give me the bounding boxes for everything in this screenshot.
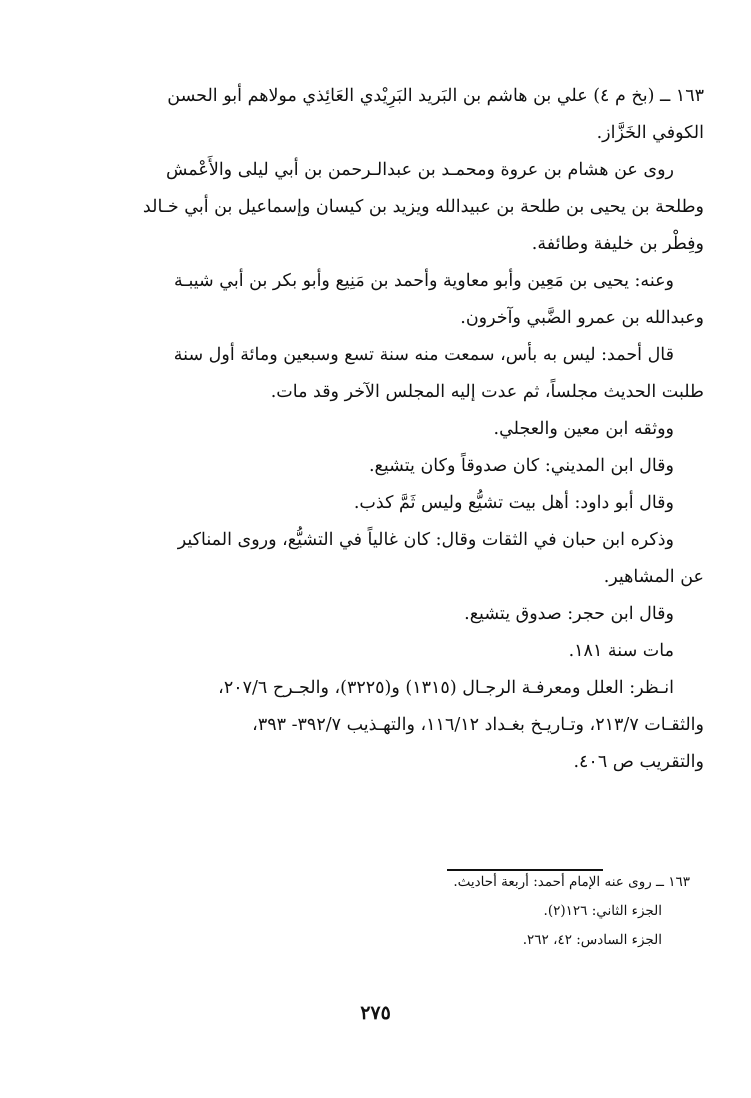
sources-paragraph <box>62 670 704 781</box>
ibnhibban-line-2: عن المشاهير. <box>603 567 704 587</box>
footnote-line-1: ١٦٣ ــ روى عنه الإمام أحمد: أربعة أحاديث. <box>453 874 690 890</box>
sources-line-2: والثقـات ٢١٣/٧، وتـاريـخ بغـداد ١١٦/١٢، والتهـذيب ٣٩٢/٧- ٣٩٣، <box>252 715 704 735</box>
narrated-from-paragraph <box>62 152 704 263</box>
sources-line-3: والتقريب ص ٤٠٦. <box>573 752 704 772</box>
narrators-line-1: وعنه: يحيى بن مَعِين وأبو معاوية وأحمد بن مَنِيع وأبو بكر بن أبي شيبـة <box>173 271 674 291</box>
ibnhibban-paragraph <box>62 522 704 596</box>
narrated-from-line-2: وطلحة بن يحيى بن طلحة بن عبيدالله ويزيد بن كيسان وإسماعيل بن أبي خـالد <box>142 197 704 217</box>
heading-line-2: الكوفي الخَزَّاز. <box>596 123 704 143</box>
footnotes <box>330 868 690 955</box>
heading-line-1: ١٦٣ ــ (بخ م ٤) علي بن هاشم بن البَريد البَرِيْدي العَائِذي مولاهم أبو الحسن <box>167 86 704 106</box>
madini-line: وقال ابن المديني: كان صدوقاً وكان يتشيع. <box>368 456 674 476</box>
narrated-from-line-1: روى عن هشام بن عروة ومحمـد بن عبدالـرحمن بن أبي ليلى والأَعْمش <box>165 160 674 180</box>
page-body <box>62 78 704 781</box>
tawthiq-line: ووثقه ابن معين والعجلي. <box>493 419 674 439</box>
ahmad-line-1: قال أحمد: ليس به بأس، سمعت منه سنة تسع وسبعين ومائة أول سنة <box>173 345 674 365</box>
page-number: ٢٧٥ <box>360 1002 391 1024</box>
narrators-line-2: وعبدالله بن عمرو الضَّبي وآخرون. <box>460 308 704 328</box>
narrators-paragraph <box>62 263 704 337</box>
abudawud-line: وقال أبو داود: أهل بيت تشيُّع وليس ثَمَّ كذب. <box>353 493 674 513</box>
ahmad-paragraph <box>62 337 704 411</box>
death-line: مات سنة ١٨١. <box>568 641 674 661</box>
entry-heading <box>62 78 704 152</box>
footnote-line-2: الجزء الثاني: ١٢٦(٢). <box>543 903 662 919</box>
ibnhibban-line-1: وذكره ابن حبان في الثقات وقال: كان غالياً في التشيُّع، وروى المناكير <box>177 530 674 550</box>
ibnhajar-line: وقال ابن حجر: صدوق يتشيع. <box>464 604 674 624</box>
narrated-from-line-3: وفِطْر بن خليفة وطائفة. <box>531 234 704 254</box>
sources-line-1: انـظر: العلل ومعرفـة الرجـال (١٣١٥) و(٣٢٢٥)، والجـرح ٢٠٧/٦، <box>218 678 674 698</box>
footnote-line-3: الجزء السادس: ٤٢، ٢٦٢. <box>522 932 662 948</box>
ahmad-line-2: طلبت الحديث مجلساً، ثم عدت إليه المجلس الآخر وقد مات. <box>270 382 704 402</box>
